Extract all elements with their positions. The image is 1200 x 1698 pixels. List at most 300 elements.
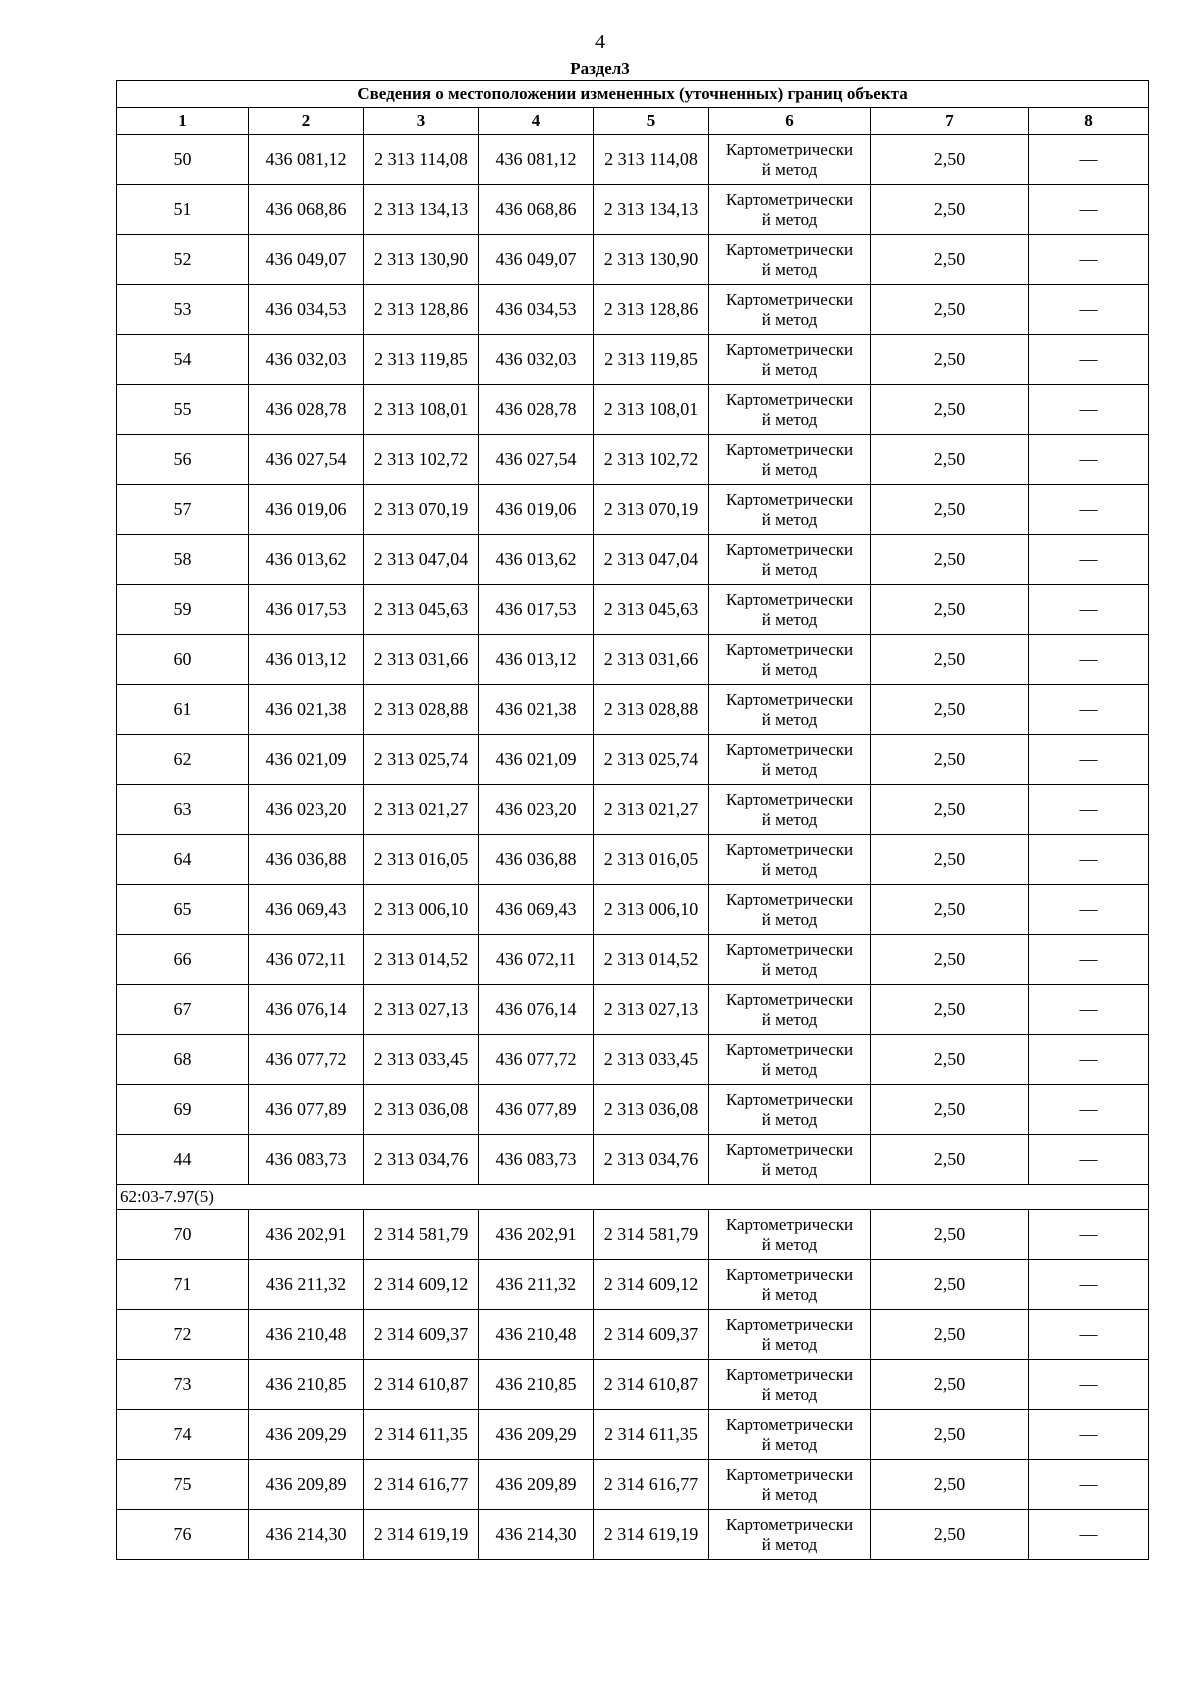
accuracy-cell: 2,50	[871, 1035, 1029, 1085]
y-new-cell: 2 313 047,04	[594, 535, 709, 585]
accuracy-cell: 2,50	[871, 335, 1029, 385]
method-line-1: Картометрически	[725, 689, 854, 709]
method-line-2: й метод	[761, 609, 818, 629]
method-line-1: Картометрически	[725, 1314, 854, 1334]
y-new-cell: 2 314 610,87	[594, 1360, 709, 1410]
column-header: 6	[709, 108, 871, 135]
x-new-cell: 436 209,89	[479, 1460, 594, 1510]
x-old-cell: 436 209,89	[249, 1460, 364, 1510]
method-line-2: й метод	[761, 559, 818, 579]
x-new-cell: 436 034,53	[479, 285, 594, 335]
method-line-2: й метод	[761, 759, 818, 779]
x-old-cell: 436 032,03	[249, 335, 364, 385]
y-old-cell: 2 313 033,45	[364, 1035, 479, 1085]
column-header: 4	[479, 108, 594, 135]
point-number-cell: 58	[117, 535, 249, 585]
point-number-cell: 56	[117, 435, 249, 485]
y-new-cell: 2 314 611,35	[594, 1410, 709, 1460]
point-number-cell: 55	[117, 385, 249, 435]
method-line-1: Картометрически	[725, 489, 854, 509]
y-new-cell: 2 313 016,05	[594, 835, 709, 885]
note-cell: —	[1029, 1260, 1149, 1310]
accuracy-cell: 2,50	[871, 285, 1029, 335]
method-line-1: Картометрически	[725, 189, 854, 209]
x-old-cell: 436 021,38	[249, 685, 364, 735]
accuracy-cell: 2,50	[871, 935, 1029, 985]
x-new-cell: 436 017,53	[479, 585, 594, 635]
y-new-cell: 2 313 102,72	[594, 435, 709, 485]
method-line-2: й метод	[761, 259, 818, 279]
y-new-cell: 2 314 616,77	[594, 1460, 709, 1510]
point-number-cell: 71	[117, 1260, 249, 1310]
x-old-cell: 436 072,11	[249, 935, 364, 985]
method-cell	[709, 735, 871, 785]
table-row	[117, 1410, 1149, 1460]
table-row	[117, 485, 1149, 535]
table-row	[117, 1510, 1149, 1560]
method-line-2: й метод	[761, 1534, 818, 1554]
accuracy-cell: 2,50	[871, 485, 1029, 535]
table-row	[117, 1310, 1149, 1360]
method-cell	[709, 1035, 871, 1085]
method-line-2: й метод	[761, 909, 818, 929]
y-new-cell: 2 313 021,27	[594, 785, 709, 835]
note-cell: —	[1029, 185, 1149, 235]
x-new-cell: 436 210,48	[479, 1310, 594, 1360]
x-old-cell: 436 019,06	[249, 485, 364, 535]
accuracy-cell: 2,50	[871, 1310, 1029, 1360]
y-new-cell: 2 313 128,86	[594, 285, 709, 335]
method-cell	[709, 335, 871, 385]
method-cell	[709, 635, 871, 685]
y-new-cell: 2 314 581,79	[594, 1210, 709, 1260]
method-line-1: Картометрически	[725, 139, 854, 159]
point-number-cell: 59	[117, 585, 249, 635]
note-cell: —	[1029, 1360, 1149, 1410]
point-number-cell: 75	[117, 1460, 249, 1510]
table-row	[117, 935, 1149, 985]
x-old-cell: 436 214,30	[249, 1510, 364, 1560]
y-new-cell: 2 314 609,12	[594, 1260, 709, 1310]
x-old-cell: 436 209,29	[249, 1410, 364, 1460]
x-new-cell: 436 013,12	[479, 635, 594, 685]
table-row	[117, 1260, 1149, 1310]
note-cell: —	[1029, 235, 1149, 285]
x-new-cell: 436 211,32	[479, 1260, 594, 1310]
y-old-cell: 2 313 027,13	[364, 985, 479, 1035]
y-old-cell: 2 313 114,08	[364, 135, 479, 185]
table-row	[117, 235, 1149, 285]
x-old-cell: 436 202,91	[249, 1210, 364, 1260]
table-row	[117, 435, 1149, 485]
method-cell	[709, 135, 871, 185]
accuracy-cell: 2,50	[871, 385, 1029, 435]
point-number-cell: 76	[117, 1510, 249, 1560]
accuracy-cell: 2,50	[871, 1360, 1029, 1410]
method-line-2: й метод	[761, 859, 818, 879]
y-new-cell: 2 314 619,19	[594, 1510, 709, 1560]
y-new-cell: 2 313 031,66	[594, 635, 709, 685]
note-cell: —	[1029, 735, 1149, 785]
table-row	[117, 1135, 1149, 1185]
method-line-2: й метод	[761, 1434, 818, 1454]
note-cell: —	[1029, 985, 1149, 1035]
accuracy-cell: 2,50	[871, 785, 1029, 835]
y-old-cell: 2 313 045,63	[364, 585, 479, 635]
method-line-1: Картометрически	[725, 839, 854, 859]
method-cell	[709, 885, 871, 935]
method-line-1: Картометрически	[725, 1139, 854, 1159]
method-line-2: й метод	[761, 809, 818, 829]
x-new-cell: 436 021,38	[479, 685, 594, 735]
x-old-cell: 436 021,09	[249, 735, 364, 785]
y-old-cell: 2 313 130,90	[364, 235, 479, 285]
accuracy-cell: 2,50	[871, 985, 1029, 1035]
x-old-cell: 436 027,54	[249, 435, 364, 485]
group-label: 62:03-7.97(5)	[117, 1185, 1149, 1210]
note-cell: —	[1029, 1135, 1149, 1185]
x-old-cell: 436 081,12	[249, 135, 364, 185]
accuracy-cell: 2,50	[871, 1085, 1029, 1135]
table-row	[117, 185, 1149, 235]
method-line-2: й метод	[761, 159, 818, 179]
accuracy-cell: 2,50	[871, 1135, 1029, 1185]
note-cell: —	[1029, 435, 1149, 485]
column-header: 1	[117, 108, 249, 135]
x-old-cell: 436 049,07	[249, 235, 364, 285]
column-header: 7	[871, 108, 1029, 135]
y-new-cell: 2 313 014,52	[594, 935, 709, 985]
method-line-1: Картометрически	[725, 739, 854, 759]
x-new-cell: 436 027,54	[479, 435, 594, 485]
y-old-cell: 2 314 609,12	[364, 1260, 479, 1310]
method-line-2: й метод	[761, 1009, 818, 1029]
method-line-2: й метод	[761, 409, 818, 429]
method-line-2: й метод	[761, 459, 818, 479]
table-row	[117, 835, 1149, 885]
method-line-2: й метод	[761, 1109, 818, 1129]
table-row	[117, 335, 1149, 385]
table-row	[117, 385, 1149, 435]
accuracy-cell: 2,50	[871, 885, 1029, 935]
y-old-cell: 2 313 047,04	[364, 535, 479, 585]
x-old-cell: 436 211,32	[249, 1260, 364, 1310]
method-cell	[709, 235, 871, 285]
y-old-cell: 2 313 070,19	[364, 485, 479, 535]
note-cell: —	[1029, 1035, 1149, 1085]
y-old-cell: 2 313 021,27	[364, 785, 479, 835]
y-new-cell: 2 313 119,85	[594, 335, 709, 385]
y-old-cell: 2 313 034,76	[364, 1135, 479, 1185]
y-old-cell: 2 313 031,66	[364, 635, 479, 685]
point-number-cell: 74	[117, 1410, 249, 1460]
point-number-cell: 73	[117, 1360, 249, 1410]
x-old-cell: 436 036,88	[249, 835, 364, 885]
point-number-cell: 65	[117, 885, 249, 935]
note-cell: —	[1029, 285, 1149, 335]
x-old-cell: 436 034,53	[249, 285, 364, 335]
note-cell: —	[1029, 585, 1149, 635]
method-line-1: Картометрически	[725, 1264, 854, 1284]
method-cell	[709, 985, 871, 1035]
point-number-cell: 68	[117, 1035, 249, 1085]
y-old-cell: 2 313 025,74	[364, 735, 479, 785]
table-row	[117, 135, 1149, 185]
accuracy-cell: 2,50	[871, 435, 1029, 485]
point-number-cell: 72	[117, 1310, 249, 1360]
y-old-cell: 2 314 610,87	[364, 1360, 479, 1410]
y-old-cell: 2 313 036,08	[364, 1085, 479, 1135]
x-new-cell: 436 049,07	[479, 235, 594, 285]
x-new-cell: 436 069,43	[479, 885, 594, 935]
table-row	[117, 285, 1149, 335]
accuracy-cell: 2,50	[871, 135, 1029, 185]
y-old-cell: 2 314 619,19	[364, 1510, 479, 1560]
point-number-cell: 64	[117, 835, 249, 885]
accuracy-cell: 2,50	[871, 185, 1029, 235]
x-new-cell: 436 072,11	[479, 935, 594, 985]
note-cell: —	[1029, 1410, 1149, 1460]
method-line-1: Картометрически	[725, 1364, 854, 1384]
x-old-cell: 436 028,78	[249, 385, 364, 435]
note-cell: —	[1029, 1310, 1149, 1360]
method-line-2: й метод	[761, 959, 818, 979]
x-old-cell: 436 210,48	[249, 1310, 364, 1360]
x-new-cell: 436 202,91	[479, 1210, 594, 1260]
y-old-cell: 2 313 102,72	[364, 435, 479, 485]
x-old-cell: 436 069,43	[249, 885, 364, 935]
accuracy-cell: 2,50	[871, 1260, 1029, 1310]
column-header: 8	[1029, 108, 1149, 135]
page-number: 4	[595, 31, 605, 53]
x-new-cell: 436 077,89	[479, 1085, 594, 1135]
method-cell	[709, 1310, 871, 1360]
x-old-cell: 436 076,14	[249, 985, 364, 1035]
column-header: 5	[594, 108, 709, 135]
x-new-cell: 436 019,06	[479, 485, 594, 535]
x-old-cell: 436 068,86	[249, 185, 364, 235]
accuracy-cell: 2,50	[871, 235, 1029, 285]
y-old-cell: 2 313 108,01	[364, 385, 479, 435]
method-line-1: Картометрически	[725, 389, 854, 409]
note-cell: —	[1029, 135, 1149, 185]
method-cell	[709, 1360, 871, 1410]
table-row	[117, 1085, 1149, 1135]
y-new-cell: 2 313 108,01	[594, 385, 709, 435]
y-new-cell: 2 313 036,08	[594, 1085, 709, 1135]
y-old-cell: 2 314 616,77	[364, 1460, 479, 1510]
method-line-2: й метод	[761, 709, 818, 729]
y-new-cell: 2 313 114,08	[594, 135, 709, 185]
accuracy-cell: 2,50	[871, 835, 1029, 885]
x-new-cell: 436 076,14	[479, 985, 594, 1035]
method-line-2: й метод	[761, 1484, 818, 1504]
note-cell: —	[1029, 835, 1149, 885]
method-line-1: Картометрически	[725, 639, 854, 659]
method-cell	[709, 1085, 871, 1135]
y-new-cell: 2 313 045,63	[594, 585, 709, 635]
point-number-cell: 44	[117, 1135, 249, 1185]
method-line-2: й метод	[761, 1384, 818, 1404]
note-cell: —	[1029, 885, 1149, 935]
note-cell: —	[1029, 1510, 1149, 1560]
x-new-cell: 436 077,72	[479, 1035, 594, 1085]
table-row	[117, 985, 1149, 1035]
x-new-cell: 436 068,86	[479, 185, 594, 235]
note-cell: —	[1029, 935, 1149, 985]
method-line-2: й метод	[761, 1159, 818, 1179]
method-cell	[709, 785, 871, 835]
method-line-2: й метод	[761, 209, 818, 229]
y-new-cell: 2 313 134,13	[594, 185, 709, 235]
point-number-cell: 62	[117, 735, 249, 785]
method-line-1: Картометрически	[725, 1039, 854, 1059]
method-cell	[709, 1260, 871, 1310]
y-old-cell: 2 314 611,35	[364, 1410, 479, 1460]
method-cell	[709, 535, 871, 585]
accuracy-cell: 2,50	[871, 1210, 1029, 1260]
y-new-cell: 2 313 130,90	[594, 235, 709, 285]
x-new-cell: 436 028,78	[479, 385, 594, 435]
note-cell: —	[1029, 635, 1149, 685]
note-cell: —	[1029, 1460, 1149, 1510]
x-old-cell: 436 013,62	[249, 535, 364, 585]
method-cell	[709, 585, 871, 635]
point-number-cell: 57	[117, 485, 249, 535]
method-line-1: Картометрически	[725, 439, 854, 459]
method-line-1: Картометрически	[725, 339, 854, 359]
table-row	[117, 1360, 1149, 1410]
note-cell: —	[1029, 335, 1149, 385]
y-new-cell: 2 313 033,45	[594, 1035, 709, 1085]
y-old-cell: 2 313 028,88	[364, 685, 479, 735]
table-row	[117, 1460, 1149, 1510]
table-row	[117, 1035, 1149, 1085]
y-old-cell: 2 313 134,13	[364, 185, 479, 235]
note-cell: —	[1029, 485, 1149, 535]
column-header: 3	[364, 108, 479, 135]
y-old-cell: 2 313 006,10	[364, 885, 479, 935]
accuracy-cell: 2,50	[871, 1460, 1029, 1510]
y-new-cell: 2 313 070,19	[594, 485, 709, 535]
method-line-1: Картометрически	[725, 589, 854, 609]
table-caption: Сведения о местоположении измененных (уточненных) границ объекта	[117, 81, 1149, 108]
x-old-cell: 436 210,85	[249, 1360, 364, 1410]
method-line-1: Картометрически	[725, 1514, 854, 1534]
method-cell	[709, 1210, 871, 1260]
method-line-1: Картометрически	[725, 1414, 854, 1434]
table-row	[117, 685, 1149, 735]
x-new-cell: 436 083,73	[479, 1135, 594, 1185]
x-old-cell: 436 077,72	[249, 1035, 364, 1085]
point-number-cell: 63	[117, 785, 249, 835]
method-line-1: Картометрически	[725, 239, 854, 259]
point-number-cell: 61	[117, 685, 249, 735]
method-line-2: й метод	[761, 1059, 818, 1079]
y-old-cell: 2 313 016,05	[364, 835, 479, 885]
method-cell	[709, 835, 871, 885]
x-new-cell: 436 081,12	[479, 135, 594, 185]
point-number-cell: 66	[117, 935, 249, 985]
table-row	[117, 885, 1149, 935]
method-line-1: Картометрически	[725, 889, 854, 909]
x-new-cell: 436 209,29	[479, 1410, 594, 1460]
method-line-1: Картометрически	[725, 1089, 854, 1109]
method-line-2: й метод	[761, 509, 818, 529]
method-cell	[709, 1510, 871, 1560]
point-number-cell: 60	[117, 635, 249, 685]
column-header: 2	[249, 108, 364, 135]
x-new-cell: 436 023,20	[479, 785, 594, 835]
method-line-2: й метод	[761, 309, 818, 329]
method-line-2: й метод	[761, 1284, 818, 1304]
x-old-cell: 436 077,89	[249, 1085, 364, 1135]
table-row	[117, 735, 1149, 785]
table-body-group-1	[117, 135, 1149, 1185]
y-new-cell: 2 314 609,37	[594, 1310, 709, 1360]
method-cell	[709, 1460, 871, 1510]
method-line-1: Картометрически	[725, 789, 854, 809]
method-line-1: Картометрически	[725, 539, 854, 559]
note-cell: —	[1029, 385, 1149, 435]
method-cell	[709, 485, 871, 535]
note-cell: —	[1029, 1210, 1149, 1260]
accuracy-cell: 2,50	[871, 1510, 1029, 1560]
method-cell	[709, 435, 871, 485]
x-old-cell: 436 013,12	[249, 635, 364, 685]
section-title: Раздел3	[570, 59, 630, 78]
point-number-cell: 52	[117, 235, 249, 285]
note-cell: —	[1029, 785, 1149, 835]
accuracy-cell: 2,50	[871, 635, 1029, 685]
x-old-cell: 436 017,53	[249, 585, 364, 635]
y-new-cell: 2 313 034,76	[594, 1135, 709, 1185]
column-header-row	[117, 108, 1149, 135]
table-row	[117, 585, 1149, 635]
accuracy-cell: 2,50	[871, 1410, 1029, 1460]
method-line-2: й метод	[761, 359, 818, 379]
x-new-cell: 436 210,85	[479, 1360, 594, 1410]
coordinates-table	[116, 80, 1149, 1560]
method-line-1: Картометрически	[725, 289, 854, 309]
y-old-cell: 2 314 609,37	[364, 1310, 479, 1360]
accuracy-cell: 2,50	[871, 685, 1029, 735]
table-row	[117, 1210, 1149, 1260]
point-number-cell: 69	[117, 1085, 249, 1135]
method-line-2: й метод	[761, 1234, 818, 1254]
point-number-cell: 54	[117, 335, 249, 385]
method-line-2: й метод	[761, 1334, 818, 1354]
y-old-cell: 2 314 581,79	[364, 1210, 479, 1260]
y-new-cell: 2 313 027,13	[594, 985, 709, 1035]
method-cell	[709, 685, 871, 735]
accuracy-cell: 2,50	[871, 735, 1029, 785]
x-old-cell: 436 023,20	[249, 785, 364, 835]
y-new-cell: 2 313 006,10	[594, 885, 709, 935]
method-line-2: й метод	[761, 659, 818, 679]
y-new-cell: 2 313 028,88	[594, 685, 709, 735]
table-group-2-heading	[117, 1185, 1149, 1210]
method-cell	[709, 935, 871, 985]
table-row	[117, 635, 1149, 685]
x-new-cell: 436 214,30	[479, 1510, 594, 1560]
method-cell	[709, 285, 871, 335]
method-cell	[709, 185, 871, 235]
table-row	[117, 785, 1149, 835]
point-number-cell: 67	[117, 985, 249, 1035]
table-row	[117, 535, 1149, 585]
method-line-1: Картометрически	[725, 1464, 854, 1484]
